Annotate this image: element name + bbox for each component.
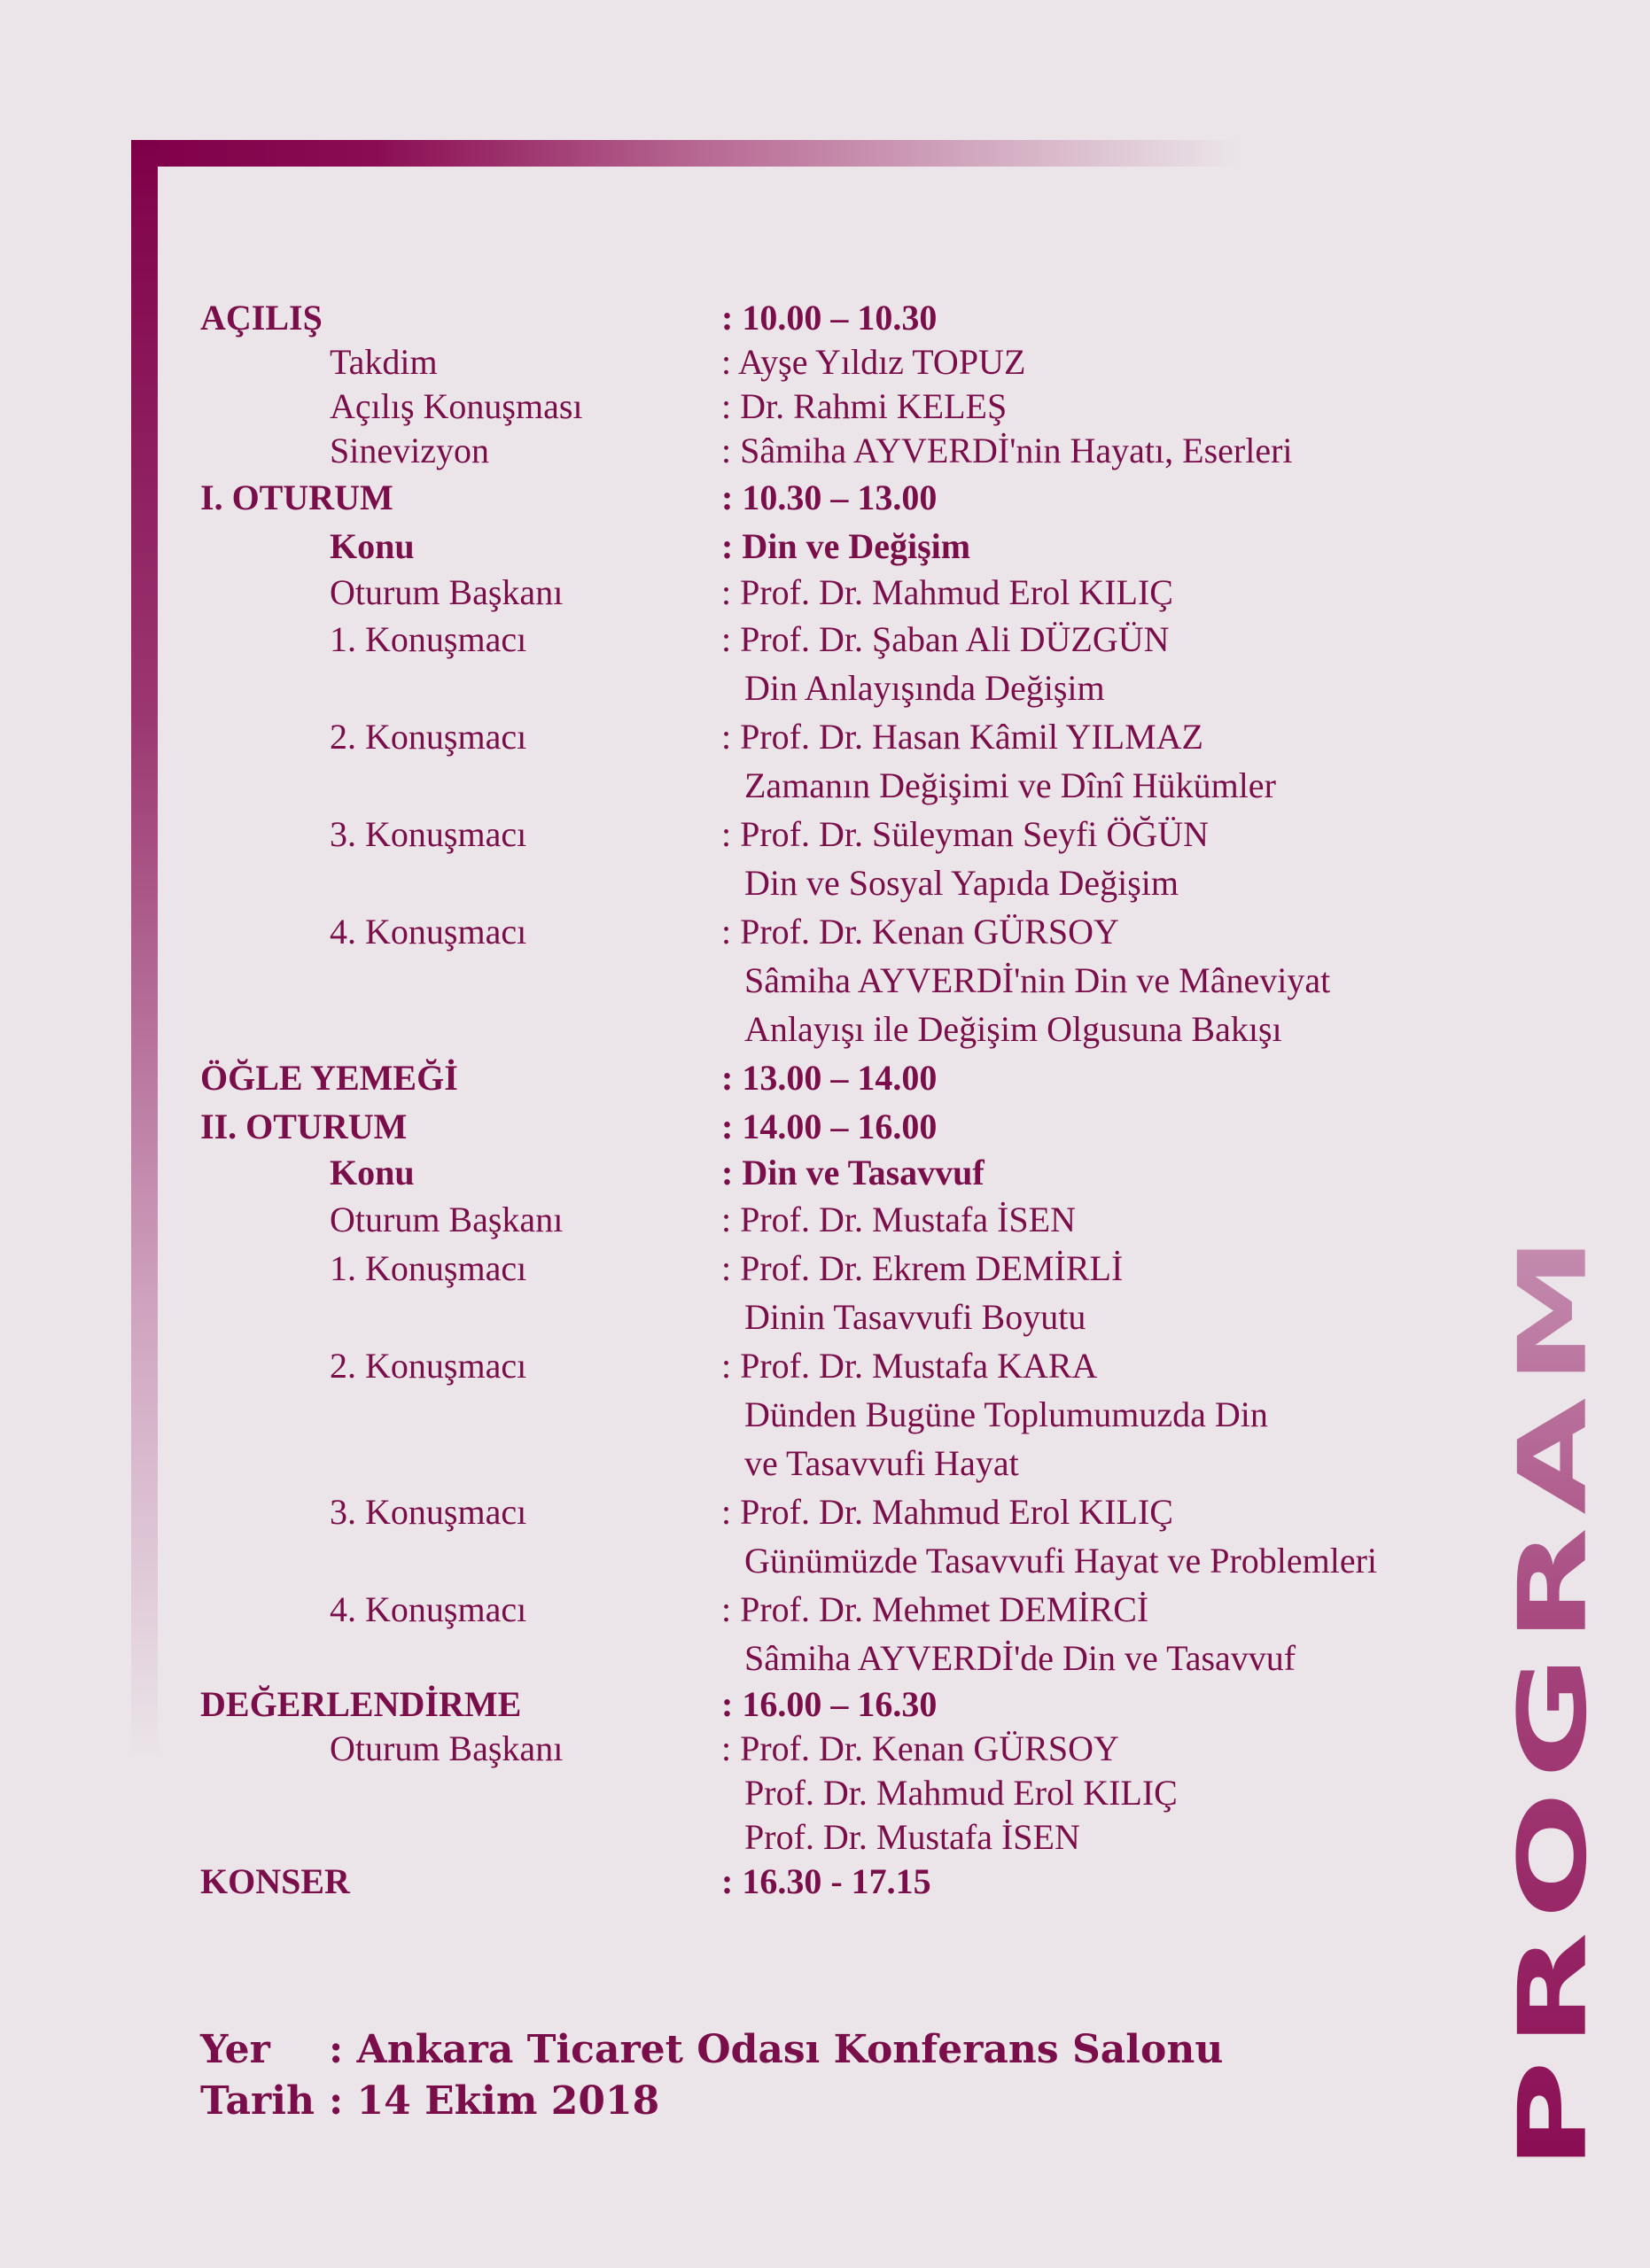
section-time: : 16.30 - 17.15 xyxy=(721,1861,931,1901)
section-title: ÖĞLE YEMEĞİ xyxy=(200,1058,458,1098)
speaker-label: 2. Konuşmacı xyxy=(330,717,527,757)
speaker-name: : Prof. Dr. Mahmud Erol KILIÇ xyxy=(721,1492,1173,1532)
date-label: Tarih xyxy=(200,2078,315,2124)
talk-title: Günümüzde Tasavvufi Hayat ve Problemleri xyxy=(744,1541,1378,1581)
speaker-topic xyxy=(200,761,1494,810)
date-value: : 14 Ekim 2018 xyxy=(329,2078,660,2124)
section-time: : 13.00 – 14.00 xyxy=(721,1058,938,1098)
speaker-topic xyxy=(200,1390,1494,1439)
item-value: : Sâmiha AYVERDİ'nin Hayatı, Eserleri xyxy=(721,431,1293,470)
section-oturum-2 xyxy=(200,1102,1494,1151)
section-time: : 16.00 – 16.30 xyxy=(721,1684,938,1724)
session-chair-cont xyxy=(200,1815,1494,1860)
section-title: II. OTURUM xyxy=(200,1107,408,1146)
speaker-topic xyxy=(200,1005,1494,1053)
item-value: : Dr. Rahmi KELEŞ xyxy=(721,386,1008,426)
talk-title: Zamanın Değişimi ve Dînî Hükümler xyxy=(744,765,1276,805)
speaker-row xyxy=(200,1341,1494,1390)
program-item xyxy=(200,340,1494,384)
chair-name: : Prof. Dr. Mahmud Erol KILIÇ xyxy=(721,572,1173,612)
venue-label: Yer xyxy=(200,2027,270,2072)
topic-label: Konu xyxy=(330,526,415,566)
section-time: : 10.00 – 10.30 xyxy=(721,298,938,338)
venue-value: : Ankara Ticaret Odası Konferans Salonu xyxy=(329,2027,1224,2072)
section-degerlendirme xyxy=(200,1682,1494,1727)
section-ogle-yemegi xyxy=(200,1053,1494,1102)
speaker-name: : Prof. Dr. Mehmet DEMİRCİ xyxy=(721,1589,1149,1629)
speaker-name: : Prof. Dr. Mustafa KARA xyxy=(721,1346,1098,1386)
speaker-name: : Prof. Dr. Süleyman Seyfi ÖĞÜN xyxy=(721,814,1209,854)
speaker-topic xyxy=(200,956,1494,1005)
speaker-row xyxy=(200,1244,1494,1293)
session-topic xyxy=(200,1151,1494,1195)
speaker-label: 4. Konuşmacı xyxy=(330,912,527,951)
speaker-topic xyxy=(200,1439,1494,1487)
section-konser xyxy=(200,1860,1494,1904)
section-title: KONSER xyxy=(200,1861,350,1901)
speaker-row xyxy=(200,810,1494,858)
section-acilis xyxy=(200,296,1494,340)
program-item xyxy=(200,384,1494,429)
talk-title: Sâmiha AYVERDİ'de Din ve Tasavvuf xyxy=(744,1638,1296,1678)
speaker-row xyxy=(200,712,1494,761)
speaker-label: 1. Konuşmacı xyxy=(330,619,527,659)
program-schedule xyxy=(200,296,1494,1904)
chair-label: Oturum Başkanı xyxy=(330,1200,564,1239)
session-chair-cont xyxy=(200,1771,1494,1815)
program-side-title: PROGRAM xyxy=(1498,1223,1608,2171)
speaker-topic xyxy=(200,664,1494,712)
talk-title: Din Anlayışında Değişim xyxy=(744,668,1105,708)
talk-title: ve Tasavvufi Hayat xyxy=(744,1443,1019,1483)
talk-title: Anlayışı ile Değişim Olgusuna Bakışı xyxy=(744,1009,1282,1049)
speaker-label: 2. Konuşmacı xyxy=(330,1346,527,1386)
session-chair xyxy=(200,1195,1494,1244)
chair-name: : Prof. Dr. Mustafa İSEN xyxy=(721,1200,1076,1239)
program-item xyxy=(200,429,1494,473)
talk-title: Dinin Tasavvufi Boyutu xyxy=(744,1297,1086,1337)
session-chair xyxy=(200,571,1494,615)
topic-label: Konu xyxy=(330,1153,415,1192)
speaker-name: : Prof. Dr. Şaban Ali DÜZGÜN xyxy=(721,619,1170,659)
chair-label: Oturum Başkanı xyxy=(330,572,564,612)
speaker-topic xyxy=(200,1293,1494,1341)
speaker-topic xyxy=(200,1634,1494,1682)
speaker-row xyxy=(200,1487,1494,1536)
speaker-topic xyxy=(200,1536,1494,1585)
talk-title: Din ve Sosyal Yapıda Değişim xyxy=(744,863,1179,903)
item-label: Açılış Konuşması xyxy=(330,386,583,426)
section-time: : 10.30 – 13.00 xyxy=(721,478,938,517)
chair-name: : Prof. Dr. Kenan GÜRSOY xyxy=(721,1728,1119,1768)
section-title: AÇILIŞ xyxy=(200,298,323,338)
talk-title: Dünden Bugüne Toplumumuzda Din xyxy=(744,1394,1268,1434)
chair-label: Oturum Başkanı xyxy=(330,1728,564,1768)
speaker-label: 3. Konuşmacı xyxy=(330,1492,527,1532)
talk-title: Sâmiha AYVERDİ'nin Din ve Mâneviyat xyxy=(744,960,1331,1000)
chair-name: Prof. Dr. Mahmud Erol KILIÇ xyxy=(744,1773,1178,1813)
item-value: : Ayşe Yıldız TOPUZ xyxy=(721,342,1026,382)
section-time: : 14.00 – 16.00 xyxy=(721,1107,938,1146)
topic-value: : Din ve Değişim xyxy=(721,526,971,566)
speaker-label: 3. Konuşmacı xyxy=(330,814,527,854)
frame-left-border xyxy=(131,140,158,1761)
speaker-label: 4. Konuşmacı xyxy=(330,1589,527,1629)
section-title: I. OTURUM xyxy=(200,478,393,517)
speaker-topic xyxy=(200,858,1494,907)
speaker-row xyxy=(200,1585,1494,1634)
speaker-name: : Prof. Dr. Ekrem DEMİRLİ xyxy=(721,1248,1124,1288)
session-chair xyxy=(200,1727,1494,1771)
speaker-row xyxy=(200,907,1494,956)
speaker-name: : Prof. Dr. Hasan Kâmil YILMAZ xyxy=(721,717,1203,757)
speaker-row xyxy=(200,615,1494,664)
section-title: DEĞERLENDİRME xyxy=(200,1684,522,1724)
session-topic xyxy=(200,522,1494,571)
chair-name: Prof. Dr. Mustafa İSEN xyxy=(744,1817,1080,1857)
speaker-label: 1. Konuşmacı xyxy=(330,1248,527,1288)
section-oturum-1 xyxy=(200,473,1494,522)
speaker-name: : Prof. Dr. Kenan GÜRSOY xyxy=(721,912,1119,951)
item-label: Takdim xyxy=(330,342,438,382)
item-label: Sinevizyon xyxy=(330,431,489,470)
frame-top-border xyxy=(131,140,1239,167)
topic-value: : Din ve Tasavvuf xyxy=(721,1153,985,1192)
